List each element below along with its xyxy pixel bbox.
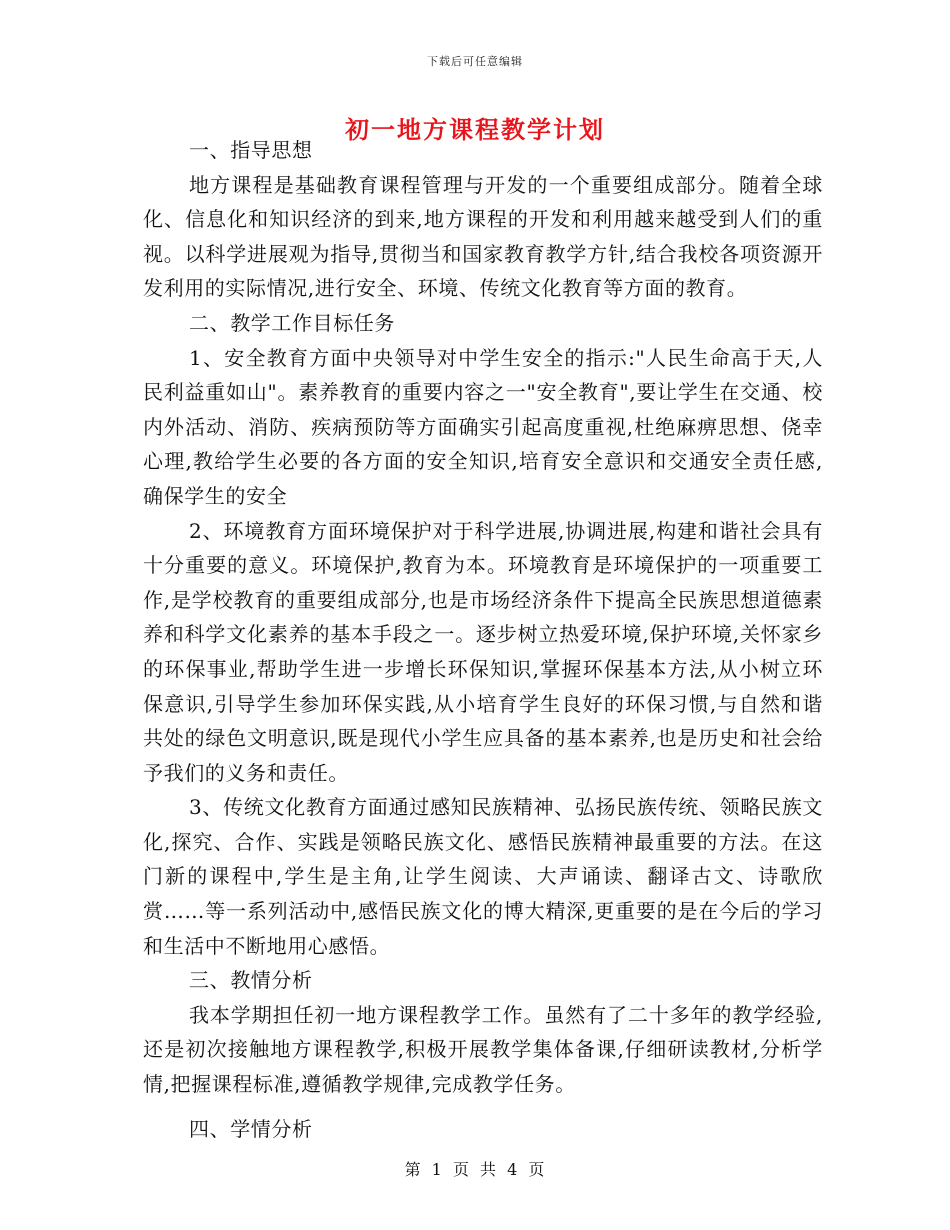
section-heading-guiding-thought: 一、指导思想 (189, 138, 313, 162)
document-title: 初一地方课程教学计划 (345, 115, 605, 144)
paragraph-guiding-thought: 地方课程是基础教育课程管理与开发的一个重要组成部分。随着全球化、信息化和知识经济的到来,地方课程的开发和利用越来越受到人们的重视。以科学进展观为指导,贯彻当和国家教育教学方针,结合我校各项资源开发利用的实际情况,进行安全、环境、传统文化教育等方面的教育。 (143, 172, 823, 301)
document-body (143, 133, 823, 1146)
paragraph-safety-education: 1、安全教育方面中央领导对中学生安全的指示:"人民生命高于天,人民利益重如山"。素养教育的重要内容之一"安全教育",要让学生在交通、校内外活动、消防、疾病预防等方面确实引起高度重视,杜绝麻痹思想、侥幸心理,教给学生必要的各方面的安全知识,培育安全意识和交通安全责任感,确保学生的安全 (143, 345, 824, 508)
section-heading-teaching-goals: 二、教学工作目标任务 (189, 310, 395, 335)
paragraph-teaching-analysis: 我本学期担任初一地方课程教学工作。虽然有了二十多年的教学经验,还是初次接触地方课程教学,积极开展教学集体备课,仔细研读教材,分析学情,把握课程标准,遵循教学规律,完成教学任务。 (143, 1002, 823, 1097)
page-footer-number: 第 1 页 共 4 页 (404, 1160, 546, 1179)
paragraph-environment-education: 2、环境教育方面环境保护对于科学进展,协调进展,构建和谐社会具有十分重要的意义。环境保护,教育为本。环境教育是环境保护的一项重要工作,是学校教育的重要组成部分,也是市场经济条件下提高全民族思想道德素养和科学文化素养的基本手段之一。逐步树立热爱环境,保护环境,关怀家乡的环保事业,帮助学生进一步增长环保知识,掌握环保基本方法,从小树立环保意识,引导学生参加环保实践,从小培育学生良好的环保习惯,与自然和谐共处的绿色文明意识,既是现代小学生应具备的基本素养,也是历史和社会给予我们的义务和责任。 (143, 518, 823, 785)
section-heading-teaching-analysis: 三、教情分析 (189, 968, 313, 993)
page-header-note: 下载后可任意编辑 (427, 55, 523, 68)
section-heading-student-analysis: 四、学情分析 (189, 1116, 313, 1141)
paragraph-traditional-culture-education: 3、传统文化教育方面通过感知民族精神、弘扬民族传统、领略民族文化,探究、合作、实践是领略民族文化、感悟民族精神最重要的方法。在这门新的课程中,学生是主角,让学生阅读、大声诵读、翻译古文、诗歌欣赏……等一系列活动中,感悟民族文化的博大精深,更重要的是在今后的学习和生活中不断地用心感悟。 (143, 795, 823, 958)
